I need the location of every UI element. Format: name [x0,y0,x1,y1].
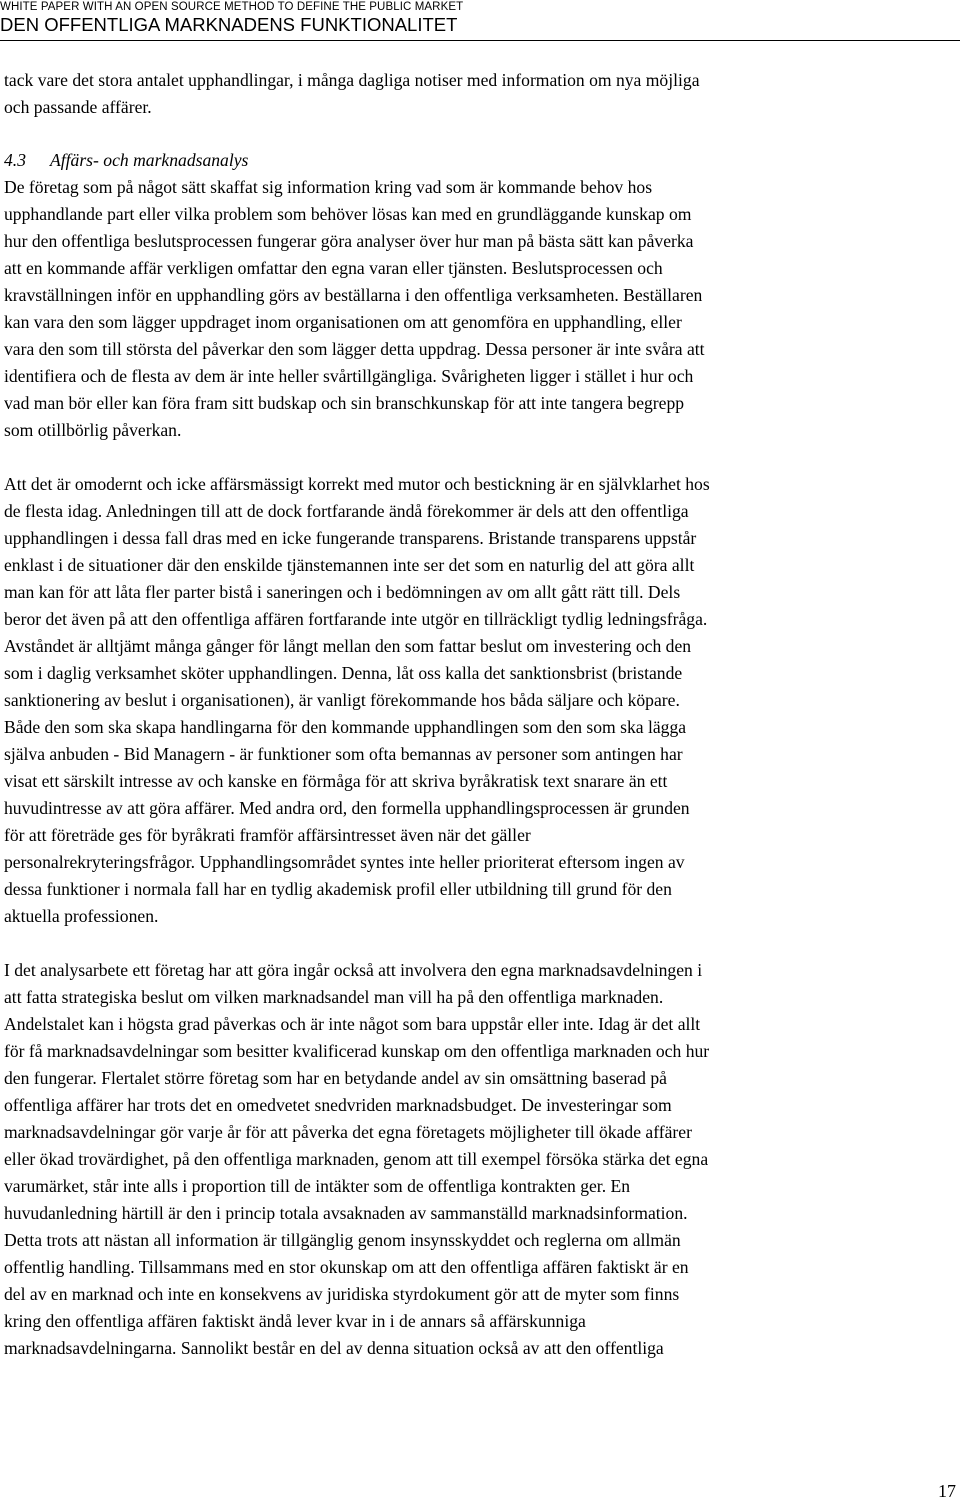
text-line: sanktionering av beslut i organisationen), är vanligt förekommande hos båda säljare och köpare. [4,690,680,710]
text-line: hur den offentliga beslutsprocessen fungerar göra analyser över hur man på bästa sätt kan påverka [4,231,694,251]
text-line: varumärket, står inte alls i proportion till de intäkter som de offentliga kontrakten ger. En [4,1176,631,1196]
text-line: Avståndet är alltjämt många gånger för långt mellan den som fattar beslut om investering och den [4,636,692,656]
paragraph-2 [4,471,956,930]
text-line: eller ökad trovärdighet, på den offentliga marknaden, genom att till exempel försöka stärka det egna [4,1149,709,1169]
text-line: Att det är omodernt och icke affärsmässigt korrekt med mutor och bestickning är en självklarhet hos [4,474,710,494]
text-line: vad man bör eller kan föra fram sitt budskap och sin branschkunskap för att inte tangera begrepp [4,393,685,413]
text-line: den fungerar. Flertalet större företag som har en betydande andel av sin omsättning baserad på [4,1068,667,1088]
text-line: marknadsavdelningarna. Sannolikt består en del av denna situation också av att den offentliga [4,1338,664,1358]
text-line: som otillbörlig påverkan. [4,420,182,440]
text-line: offentliga affärer har trots det en omedvetet snedvriden marknadsbudget. De investeringar som [4,1095,672,1115]
intro-paragraph [4,67,956,121]
paragraph-1 [4,174,956,444]
text-line: tack vare det stora antalet upphandlingar, i många dagliga notiser med information om nya möjliga [4,70,700,90]
text-line: själva anbuden - Bid Managern - är funktioner som ofta bemannas av personer som antingen har [4,744,683,764]
paragraph-3 [4,957,956,1362]
text-line: visat ett särskilt intresse av och kanske en förmåga för att skriva byråkratisk text snarare än ett [4,771,668,791]
text-line: man kan för att låta fler parter bistå i saneringen och i bedömningen av om allt gått rätt till. Dels [4,582,681,602]
text-line: att en kommande affär verkligen omfattar den egna varan eller tjänsten. Beslutsprocessen och [4,258,663,278]
page-number: 17 [938,1481,956,1501]
text-line: kring den offentliga affären faktiskt ändå lever kvar in i de annars så affärskunniga [4,1311,586,1331]
text-line: marknadsavdelningar gör varje år för att påverka det egna företagets möjligheter till ökade affärer [4,1122,692,1142]
section-heading [4,147,956,174]
text-line: som i daglig verksamhet sköter upphandlingen. Denna, låt oss kalla det sanktionsbrist (bristande [4,663,683,683]
header-series-title: WHITE PAPER WITH AN OPEN SOURCE METHOD TO DEFINE THE PUBLIC MARKET [0,1,464,13]
spacer [4,444,956,471]
spacer [4,121,956,147]
text-line: beror det även på att den offentliga affären fortfarande inte utgör en tillräckligt tydlig ledningsfråga. [4,609,708,629]
text-line: huvudanledning härtill är den i princip totala avsaknaden av sammanställd marknadsinformation. [4,1203,688,1223]
text-line: upphandlingen i dessa fall dras med en icke fungerande transparens. Bristande transparens uppstår [4,528,697,548]
text-line: identifiera och de flesta av dem är inte heller svårtillgängliga. Svårigheten ligger i stället i hur och [4,366,694,386]
text-line: upphandlande part eller vilka problem som behöver lösas kan med en grundläggande kunskap om [4,204,692,224]
text-line: Både den som ska skapa handlingarna för den kommande upphandlingen som den som ska lägga [4,717,687,737]
header-document-title: DEN OFFENTLIGA MARKNADENS FUNKTIONALITET [0,14,458,35]
section-number: 4.3 [4,150,26,170]
section-title: Affärs- och marknadsanalys [50,150,249,170]
text-line: huvudintresse av att göra affärer. Med andra ord, den formella upphandlingsprocessen är grunden [4,798,690,818]
text-line: för att företräde ges för byråkrati framför affärsintresset även när det gäller [4,825,531,845]
text-line: kravställningen inför en upphandling görs av beställarna i den offentliga verksamheten. Beställaren [4,285,703,305]
text-line: enklast i de situationer där den enskilde tjänstemannen inte ser det som en naturlig del att göra allt [4,555,695,575]
text-line: aktuella professionen. [4,906,159,926]
text-line: dessa funktioner i normala fall har en tydlig akademisk profil eller utbildning till grund för den [4,879,672,899]
text-line: och passande affärer. [4,97,152,117]
text-line: att fatta strategiska beslut om vilken marknadsandel man vill ha på den offentliga marknaden. [4,987,664,1007]
text-line: Detta trots att nästan all information är tillgänglig genom insynsskyddet och reglerna om allmän [4,1230,681,1250]
text-line: offentlig handling. Tillsammans med en stor okunskap om att den offentliga affären faktiskt är en [4,1257,689,1277]
document-body [4,67,956,1362]
text-line: Andelstalet kan i högsta grad påverkas och är inte något som bara uppstår eller inte. Idag är det allt [4,1014,701,1034]
text-line: De företag som på något sätt skaffat sig information kring vad som är kommande behov hos [4,177,653,197]
page-header [0,0,960,36]
header-divider [0,40,960,41]
text-line: personalrekryteringsfrågor. Upphandlingsområdet syntes inte heller prioriterat eftersom ingen av [4,852,685,872]
text-line: I det analysarbete ett företag har att göra ingår också att involvera den egna marknadsavdelningen i [4,960,703,980]
text-line: del av en marknad och inte en konsekvens av juridiska styrdokument gör att de myter som finns [4,1284,680,1304]
text-line: de flesta idag. Anledningen till att de dock fortfarande ändå förekommer är dels att den offentliga [4,501,689,521]
spacer [4,930,956,957]
text-line: kan vara den som lägger uppdraget inom organisationen om att genomföra en upphandling, eller [4,312,682,332]
text-line: vara den som till största del påverkar den som lägger detta uppdrag. Dessa personer är inte svåra att [4,339,705,359]
text-line: för få marknadsavdelningar som besitter kvalificerad kunskap om den offentliga marknaden och hur [4,1041,710,1061]
